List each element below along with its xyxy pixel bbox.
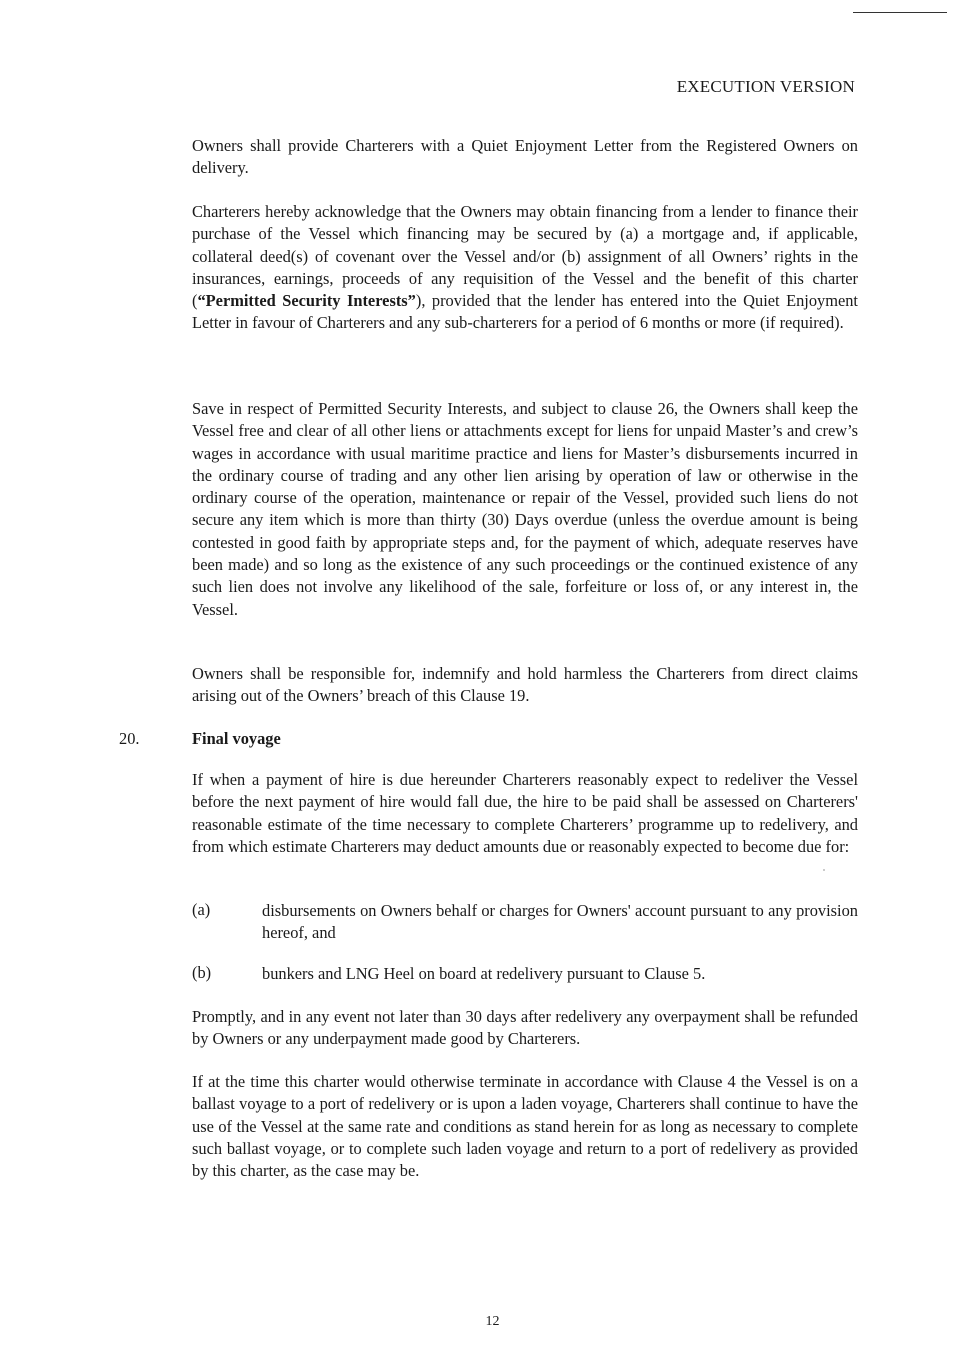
list-item-text: disbursements on Owners behalf or charges for Owners' account pursuant to any provision hereof, and	[262, 901, 858, 943]
section-title: Final voyage	[192, 729, 281, 748]
paragraph-final-voyage-intro: If when a payment of hire is due hereunder Charterers reasonably expect to redeliver the Vessel before the next payment of hire would fall due, the hire to be paid shall be assessed on Charterers' reasonable estimate of the time necessary to complete Charterers’ programme up to redelivery, and from which estimate Charterers may deduct amounts due or reasonably expected to become due for:	[192, 770, 858, 856]
paragraph-quiet-enjoyment: Owners shall provide Charterers with a Quiet Enjoyment Letter from the Registered Owners on delivery.	[192, 136, 858, 178]
paragraph-liens: Save in respect of Permitted Security Interests, and subject to clause 26, the Owners shall keep the Vessel free and clear of all other liens or attachments except for liens for unpaid Master’s and crew’s wages in accordance with usual maritime practice and liens for Master’s disbursements incurred in the ordinary course of trading and any other lien arising by operation of law or otherwise in the ordinary course of the operation, maintenance or repair of the Vessel, provided such liens do not secure any item which is more than thirty (30) Days overdue (unless the overdue amount is being contested in good faith by appropriate steps and, for the payment of which, adequate reserves have been made) and so long as the existence of any such proceedings or the continued existence of any such lien does not involve any likelihood of the sale, forfeiture or loss of, or any interest in, the Vessel.	[192, 399, 858, 619]
page-number: 12	[485, 1314, 500, 1329]
financing-text-end: ), provided that the lender has entered into the Quiet Enjoyment Letter in favour of Charterers and any sub-charterers for a period of 6 months or more (if required).	[192, 291, 858, 333]
permitted-security-interests-term: “Permitted Security Interests”	[197, 291, 416, 311]
list-item-text: bunkers and LNG Heel on board at redelivery pursuant to Clause 5.	[262, 964, 706, 983]
list-item-label: (a)	[192, 900, 211, 919]
section-number: 20.	[119, 729, 140, 748]
paragraph-refund: Promptly, and in any event not later than 30 days after redelivery any overpayment shall be refunded by Owners or any underpayment made good by Charterers.	[192, 1007, 858, 1049]
paragraph-indemnity: Owners shall be responsible for, indemnify and hold harmless the Charterers from direct claims arising out of the Owners’ breach of this Clause 19.	[192, 664, 858, 706]
financing-text-start: Charterers hereby acknowledge that the Owners may obtain financing from a lender to finance their purchase of the Vessel which financing may be secured by (a) a mortgage and, if applicable, collateral deed(s) of covenant over the Vessel and/or (b) assignment of all Owners’ rights in the insurances, earnings, proceeds of any requisition of the Vessel and the benefit of this charter (	[192, 202, 858, 311]
paragraph-financing	[192, 201, 858, 335]
paragraph-termination: If at the time this charter would otherwise terminate in accordance with Clause 4 the Vessel is on a ballast voyage to a port of redelivery or is upon a laden voyage, Charterers shall continue to have the use of the Vessel at the same rate and conditions as stand herein for as long as necessary to complete such ballast voyage, or to complete such laden voyage and return to a port of redelivery as provided by this charter, as the case may be.	[192, 1072, 858, 1181]
list-item-label: (b)	[192, 963, 212, 982]
top-right-rule	[853, 12, 947, 13]
execution-version-header: EXECUTION VERSION	[676, 77, 855, 96]
scan-speck	[823, 869, 825, 871]
